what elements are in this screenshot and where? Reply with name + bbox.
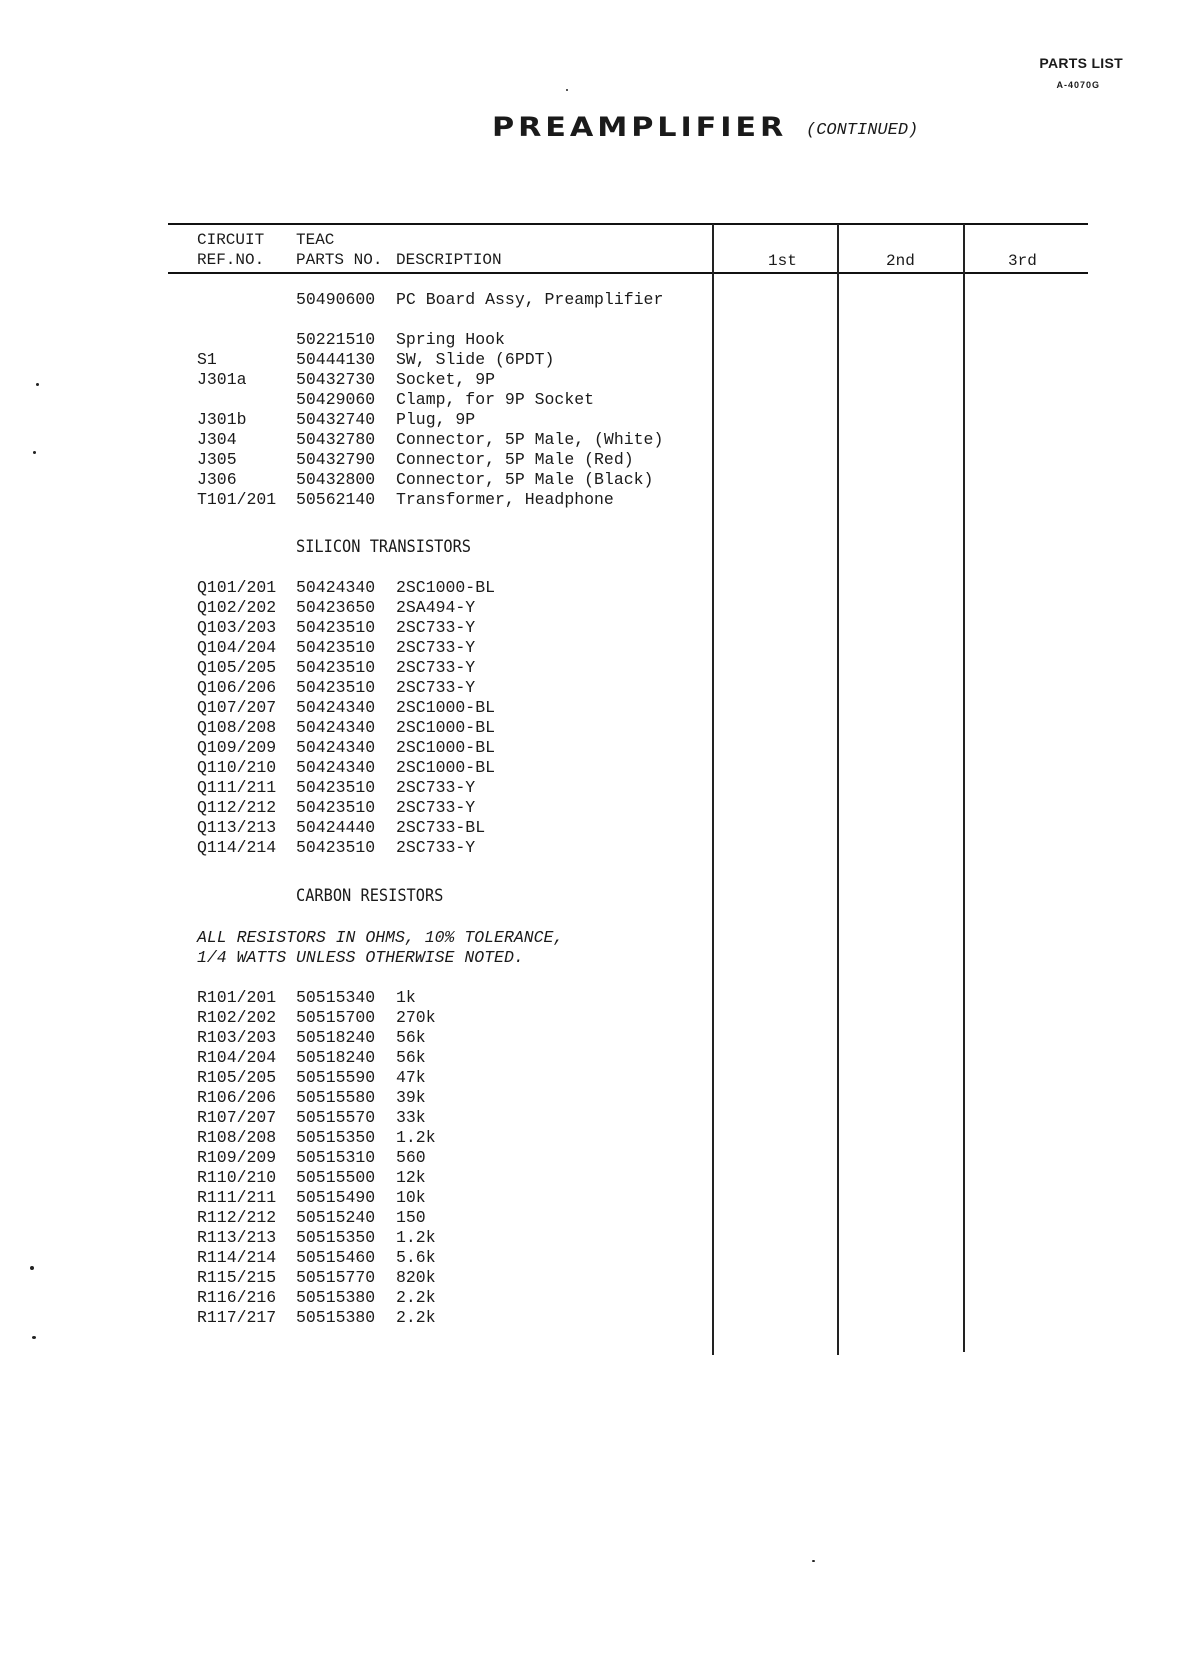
- description: 2SA494-Y: [396, 598, 476, 617]
- section-heading-resistors: CARBON RESISTORS: [296, 886, 444, 906]
- description: 2SC1000-BL: [396, 718, 496, 737]
- circuit-ref: R102/202: [197, 1008, 277, 1027]
- description: Transformer, Headphone: [396, 490, 614, 509]
- part-number: 50515500: [296, 1168, 376, 1187]
- description: SW, Slide (6PDT): [396, 350, 555, 369]
- description: Spring Hook: [396, 330, 505, 349]
- circuit-ref: Q110/210: [197, 758, 277, 777]
- part-number: 50221510: [296, 330, 376, 349]
- part-number: 50424340: [296, 718, 376, 737]
- part-number: 50423510: [296, 638, 376, 657]
- part-number: 50490600: [296, 290, 376, 309]
- description: 10k: [396, 1188, 426, 1207]
- circuit-ref: R111/211: [197, 1188, 277, 1207]
- description: 2SC1000-BL: [396, 578, 496, 597]
- part-number: 50429060: [296, 390, 376, 409]
- part-number: 50518240: [296, 1028, 376, 1047]
- circuit-ref: Q113/213: [197, 818, 277, 837]
- part-number: 50515350: [296, 1228, 376, 1247]
- circuit-ref: Q109/209: [197, 738, 277, 757]
- circuit-ref: R101/201: [197, 988, 277, 1007]
- part-number: 50515580: [296, 1088, 376, 1107]
- description: Connector, 5P Male, (White): [396, 430, 664, 449]
- circuit-ref: R116/216: [197, 1288, 277, 1307]
- page-subtitle: (CONTINUED): [806, 121, 919, 140]
- part-number: 50515380: [296, 1288, 376, 1307]
- part-number: 50423510: [296, 658, 376, 677]
- description: 270k: [396, 1008, 436, 1027]
- circuit-ref: Q108/208: [197, 718, 277, 737]
- part-number: 50432780: [296, 430, 376, 449]
- description: Socket, 9P: [396, 370, 496, 389]
- part-number: 50515460: [296, 1248, 376, 1267]
- header-teac: TEAC: [296, 231, 335, 249]
- circuit-ref: Q106/206: [197, 678, 277, 697]
- description: Clamp, for 9P Socket: [396, 390, 595, 409]
- circuit-ref: Q111/211: [197, 778, 277, 797]
- part-number: 50515590: [296, 1068, 376, 1087]
- circuit-ref: R113/213: [197, 1228, 277, 1247]
- scan-speck: [36, 383, 39, 386]
- scan-speck: [33, 451, 36, 454]
- table-top-rule: [168, 223, 1088, 225]
- circuit-ref: J305: [197, 450, 237, 469]
- description: 2SC733-Y: [396, 778, 476, 797]
- page-title: PREAMPLIFIER: [492, 112, 788, 143]
- circuit-ref: J301b: [197, 410, 247, 429]
- description: Connector, 5P Male (Red): [396, 450, 634, 469]
- description: 2SC1000-BL: [396, 758, 496, 777]
- header-1st: 1st: [768, 252, 797, 270]
- description: 560: [396, 1148, 426, 1167]
- description: Plug, 9P: [396, 410, 476, 429]
- description: PC Board Assy, Preamplifier: [396, 290, 664, 309]
- header-circuit: CIRCUIT: [197, 231, 265, 249]
- circuit-ref: R105/205: [197, 1068, 277, 1087]
- description: 47k: [396, 1068, 426, 1087]
- circuit-ref: R108/208: [197, 1128, 277, 1147]
- description: 12k: [396, 1168, 426, 1187]
- part-number: 50515310: [296, 1148, 376, 1167]
- part-number: 50444130: [296, 350, 376, 369]
- section-heading-transistors: SILICON TRANSISTORS: [296, 537, 472, 557]
- part-number: 50423650: [296, 598, 376, 617]
- description: 1k: [396, 988, 416, 1007]
- part-number: 50424340: [296, 758, 376, 777]
- circuit-ref: Q101/201: [197, 578, 277, 597]
- description: 2SC733-Y: [396, 838, 476, 857]
- part-number: 50515570: [296, 1108, 376, 1127]
- circuit-ref: J306: [197, 470, 237, 489]
- part-number: 50562140: [296, 490, 376, 509]
- column-divider-2nd: [837, 224, 839, 1355]
- column-divider-1st: [712, 224, 714, 1355]
- circuit-ref: J301a: [197, 370, 247, 389]
- scan-speck: [812, 1560, 815, 1562]
- part-number: 50423510: [296, 618, 376, 637]
- description: 2SC1000-BL: [396, 738, 496, 757]
- circuit-ref: T101/201: [197, 490, 277, 509]
- description: 2SC733-Y: [396, 798, 476, 817]
- part-number: 50423510: [296, 778, 376, 797]
- part-number: 50424340: [296, 738, 376, 757]
- part-number: 50515770: [296, 1268, 376, 1287]
- circuit-ref: J304: [197, 430, 237, 449]
- part-number: 50515380: [296, 1308, 376, 1327]
- description: 2.2k: [396, 1308, 436, 1327]
- description: 56k: [396, 1028, 426, 1047]
- header-description: DESCRIPTION: [396, 251, 502, 269]
- circuit-ref: R110/210: [197, 1168, 277, 1187]
- circuit-ref: Q105/205: [197, 658, 277, 677]
- description: 2SC733-Y: [396, 638, 476, 657]
- circuit-ref: R106/206: [197, 1088, 277, 1107]
- circuit-ref: R103/203: [197, 1028, 277, 1047]
- column-divider-3rd: [963, 224, 965, 1352]
- part-number: 50424340: [296, 698, 376, 717]
- table-header-rule: [168, 272, 1088, 274]
- description: 2SC733-Y: [396, 678, 476, 697]
- description: 33k: [396, 1108, 426, 1127]
- circuit-ref: Q107/207: [197, 698, 277, 717]
- circuit-ref: R117/217: [197, 1308, 277, 1327]
- part-number: 50432740: [296, 410, 376, 429]
- document-number: A-4070G: [1056, 80, 1100, 90]
- part-number: 50515490: [296, 1188, 376, 1207]
- resistor-note-line-2: 1/4 WATTS UNLESS OTHERWISE NOTED.: [197, 948, 524, 967]
- part-number: 50424340: [296, 578, 376, 597]
- part-number: 50518240: [296, 1048, 376, 1067]
- scan-speck: [566, 89, 568, 91]
- circuit-ref: R107/207: [197, 1108, 277, 1127]
- resistor-note-line-1: ALL RESISTORS IN OHMS, 10% TOLERANCE,: [197, 928, 564, 947]
- part-number: 50515350: [296, 1128, 376, 1147]
- circuit-ref: R104/204: [197, 1048, 277, 1067]
- part-number: 50515240: [296, 1208, 376, 1227]
- circuit-ref: R112/212: [197, 1208, 277, 1227]
- description: 1.2k: [396, 1228, 436, 1247]
- header-2nd: 2nd: [886, 252, 915, 270]
- description: 2SC733-BL: [396, 818, 486, 837]
- description: 2.2k: [396, 1288, 436, 1307]
- part-number: 50424440: [296, 818, 376, 837]
- description: 150: [396, 1208, 426, 1227]
- description: 2SC1000-BL: [396, 698, 496, 717]
- circuit-ref: Q104/204: [197, 638, 277, 657]
- part-number: 50515700: [296, 1008, 376, 1027]
- scan-speck: [30, 1266, 34, 1270]
- part-number: 50515340: [296, 988, 376, 1007]
- circuit-ref: Q103/203: [197, 618, 277, 637]
- circuit-ref: Q102/202: [197, 598, 277, 617]
- description: 820k: [396, 1268, 436, 1287]
- parts-list-label: PARTS LIST: [1039, 55, 1123, 71]
- description: 2SC733-Y: [396, 618, 476, 637]
- description: 39k: [396, 1088, 426, 1107]
- header-3rd: 3rd: [1008, 252, 1037, 270]
- description: 56k: [396, 1048, 426, 1067]
- description: 2SC733-Y: [396, 658, 476, 677]
- circuit-ref: R115/215: [197, 1268, 277, 1287]
- part-number: 50423510: [296, 798, 376, 817]
- part-number: 50423510: [296, 838, 376, 857]
- part-number: 50432730: [296, 370, 376, 389]
- header-parts-no: PARTS NO.: [296, 251, 383, 269]
- description: 1.2k: [396, 1128, 436, 1147]
- part-number: 50432790: [296, 450, 376, 469]
- part-number: 50432800: [296, 470, 376, 489]
- description: Connector, 5P Male (Black): [396, 470, 654, 489]
- circuit-ref: S1: [197, 350, 217, 369]
- circuit-ref: Q114/214: [197, 838, 277, 857]
- description: 5.6k: [396, 1248, 436, 1267]
- scan-speck: [32, 1336, 36, 1339]
- header-ref-no: REF.NO.: [197, 251, 265, 269]
- circuit-ref: Q112/212: [197, 798, 277, 817]
- circuit-ref: R109/209: [197, 1148, 277, 1167]
- part-number: 50423510: [296, 678, 376, 697]
- circuit-ref: R114/214: [197, 1248, 277, 1267]
